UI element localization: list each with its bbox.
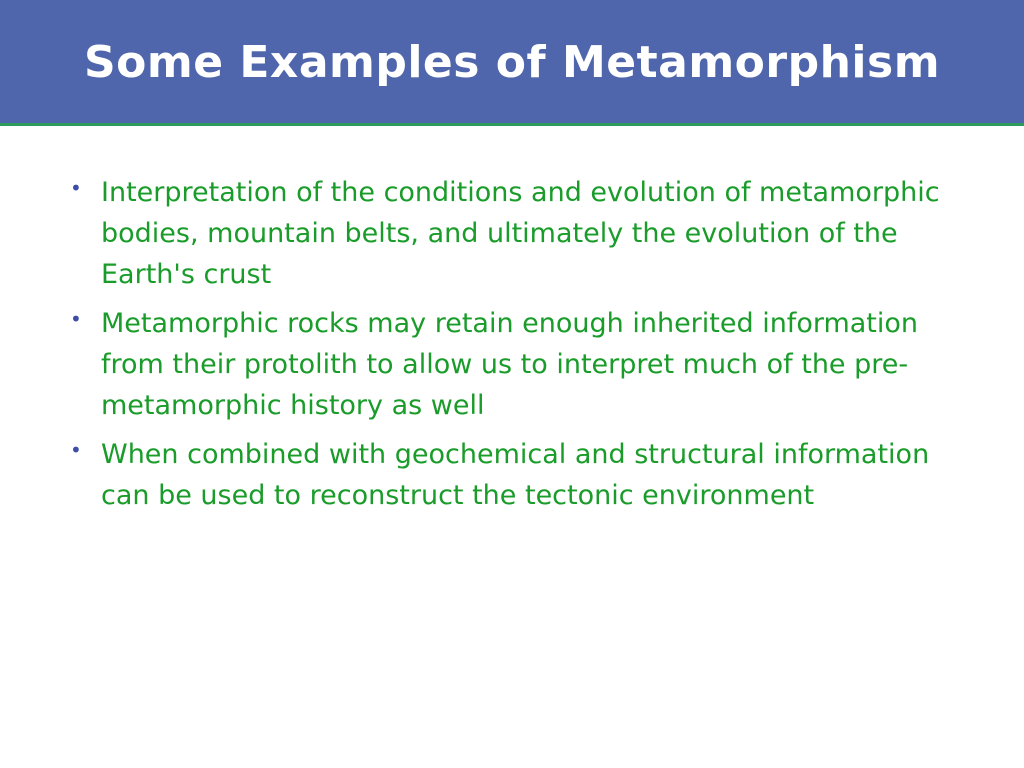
bullet-text: When combined with geochemical and structural information can be used to reconstruct the tectonic environment bbox=[101, 439, 930, 511]
bullet-text: Interpretation of the conditions and evolution of metamorphic bodies, mountain belts, and ultimately the evolution of the Earth's crust bbox=[101, 177, 940, 290]
bullet-icon: • bbox=[70, 438, 82, 462]
bullet-item bbox=[70, 434, 950, 516]
bullet-text: Metamorphic rocks may retain enough inherited information from their protolith to allow us to interpret much of the pre-metamorphic history as well bbox=[101, 308, 919, 421]
bullet-item bbox=[70, 303, 950, 426]
bullet-list bbox=[70, 172, 950, 524]
bullet-item bbox=[70, 172, 950, 295]
title-bar bbox=[0, 0, 1024, 126]
bullet-icon: • bbox=[70, 307, 82, 331]
slide-title: Some Examples of Metamorphism bbox=[83, 37, 941, 88]
bullet-icon: • bbox=[70, 176, 82, 200]
